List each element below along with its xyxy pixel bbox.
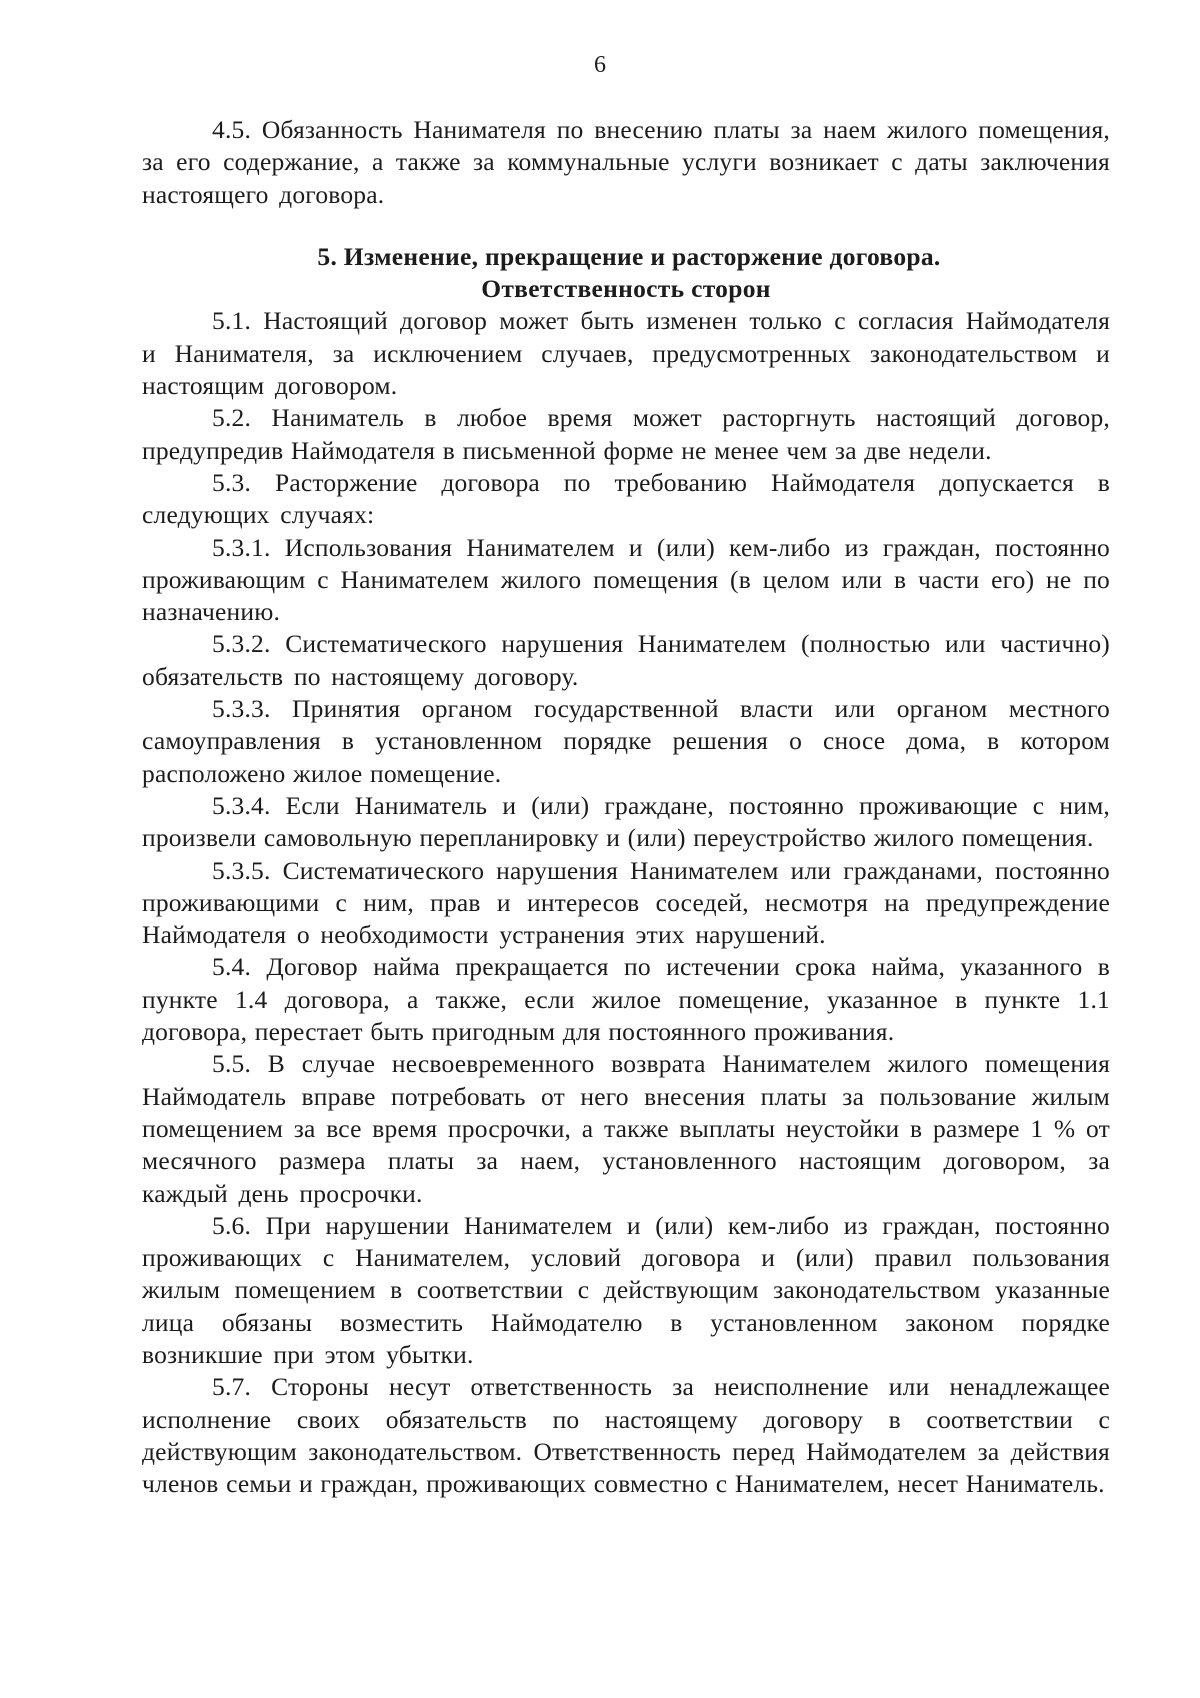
- paragraph-number: 5.3.5.: [212, 855, 271, 885]
- paragraph-text: Принятия органом государственной власти или органом местного самоуправления в установленном порядке решения о сносе дома, в котором расположено жилое помещение.: [142, 694, 1110, 788]
- section-title-line1: 5. Изменение, прекращение и расторжение договора.: [317, 241, 941, 271]
- paragraph-number: 4.5.: [212, 115, 252, 144]
- paragraph-text: Настоящий договор может быть изменен только с согласия Наймодателя и Нанимателя, за исключением случаев, предусмотренных законодательством и настоящим договором.: [142, 306, 1110, 401]
- paragraph-number: 5.3.3.: [212, 694, 271, 724]
- paragraph-number: 5.6.: [212, 1210, 252, 1240]
- paragraph-5-7: [142, 1371, 1110, 1500]
- paragraph-5-6: [142, 1210, 1110, 1371]
- paragraph-number: 5.4.: [212, 952, 252, 982]
- paragraph-5-3-5: [142, 855, 1110, 952]
- paragraph-number: 5.2.: [212, 403, 252, 433]
- paragraph-5-3: [142, 467, 1110, 532]
- paragraph-number: 5.3.2.: [212, 629, 271, 659]
- paragraph-text: Договор найма прекращается по истечении срока найма, указанного в пункте 1.4 договора, а также, если жилое помещение, указанное в пункте 1.1 договора, перестает быть пригодным для постоянного проживания.: [142, 952, 1111, 1047]
- paragraph-text: В случае несвоевременного возврата Нанимателем жилого помещения Наймодатель вправе потребовать от него внесения платы за пользование жилым помещением за все время просрочки, а также выплаты неустойки в размере 1 % от месячного размера платы за наем, установленного настоящим договором, за каждый день просрочки.: [142, 1049, 1111, 1208]
- paragraph-text: Систематического нарушения Нанимателем или гражданами, постоянно проживающими с ним, прав и интересов соседей, несмотря на предупреждение Наймодателя о необходимости устранения этих нарушений.: [142, 855, 1110, 950]
- paragraph-number: 5.3.: [212, 467, 252, 497]
- paragraph-4-5: [142, 114, 1110, 211]
- paragraph-text: При нарушении Нанимателем и (или) кем-либо из граждан, постоянно проживающих с Нанимателем, условий договора и (или) правил пользования жилым помещением в соответствии с действующим законодательством указанные лица обязаны возместить Наймодателю в установленном законом порядке возникшие при этом убытки.: [142, 1210, 1111, 1369]
- paragraph-text: Стороны несут ответственность за неисполнение или ненадлежащее исполнение своих обязательств по настоящему договору в соответствии с действующим законодательством. Ответственность перед Наймодателем за действия членов семьи и граждан, проживающих совместно с Нанимателем, несет Наниматель.: [142, 1372, 1111, 1499]
- paragraph-5-3-3: [142, 693, 1110, 790]
- paragraph-5-5: [142, 1048, 1110, 1209]
- paragraph-number: 5.1.: [212, 306, 252, 336]
- paragraph-5-2: [142, 402, 1110, 467]
- section-heading: [142, 241, 1110, 306]
- paragraph-text: Систематического нарушения Нанимателем (полностью или частично) обязательств по настоящему договору.: [142, 629, 1110, 691]
- paragraph-5-1: [142, 305, 1110, 402]
- paragraph-text: Наниматель в любое время может расторгнуть настоящий договор, предупредив Наймодателя в письменной форме не менее чем за две недели.: [142, 403, 1110, 465]
- paragraph-5-3-1: [142, 532, 1110, 629]
- paragraph-text: Расторжение договора по требованию Наймодателя допускается в следующих случаях:: [142, 467, 1110, 530]
- paragraph-number: 5.7.: [212, 1372, 252, 1402]
- paragraph-5-4: [142, 951, 1110, 1048]
- page-number: 6: [594, 52, 606, 78]
- paragraph-5-3-2: [142, 628, 1110, 693]
- paragraph-number: 5.3.4.: [212, 790, 271, 820]
- paragraph-number: 5.5.: [212, 1049, 252, 1079]
- paragraph-number: 5.3.1.: [212, 532, 271, 562]
- paragraph-text: Использования Нанимателем и (или) кем-либо из граждан, постоянно проживающим с Нанимателем жилого помещения (в целом или в части его) не по назначению.: [142, 532, 1110, 627]
- paragraph-text: Обязанность Нанимателя по внесению платы за наем жилого помещения, за его содержание, а также за коммунальные услуги возникает с даты заключения настоящего договора.: [142, 115, 1110, 209]
- document-body: [142, 114, 1110, 1500]
- paragraph-text: Если Наниматель и (или) граждане, постоянно проживающие с ним, произвели самовольную перепланировку и (или) переустройство жилого помещения.: [142, 790, 1110, 853]
- section-title-line2: Ответственность сторон: [481, 274, 771, 304]
- paragraph-5-3-4: [142, 790, 1110, 855]
